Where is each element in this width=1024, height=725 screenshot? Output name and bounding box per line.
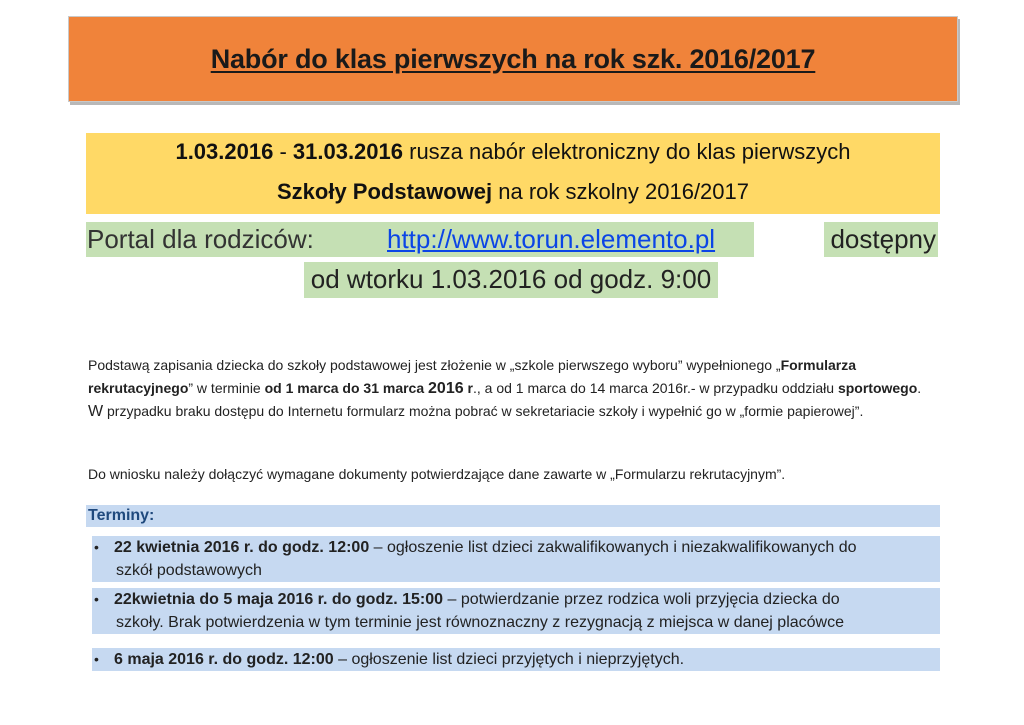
p1-w-letter: W [88, 403, 104, 420]
page-title: Nabór do klas pierwszych na rok szk. 2016/2017 [210, 43, 816, 74]
term-1-text-cont: szkół podstawowych [116, 562, 262, 579]
documents-paragraph: Do wniosku należy dołączyć wymagane dokumenty potwierdzające dane zawarte w „Formularzu rekrutacyjnym”. [88, 466, 786, 482]
term-item-3 [92, 648, 940, 671]
announcement-text-1: rusza nabór elektroniczny do klas pierwszych [403, 139, 851, 164]
bullet-icon: • [94, 539, 99, 555]
p1-sport: sportowego [837, 380, 918, 396]
portal-row [86, 222, 938, 257]
term-item-2 [92, 588, 940, 634]
bullet-icon: • [94, 591, 99, 607]
recruitment-paragraph [88, 354, 940, 423]
portal-available: dostępny [830, 224, 936, 254]
portal-label: Portal dla rodziców: [87, 224, 314, 254]
p1-form-name: Formularza rekrutacyjnego [88, 357, 857, 396]
p1-text-1: Podstawą zapisania dziecka do szkoły podstawowej jest złożenie w „szkole pierwszego wyboru” wypełnionego „ [88, 357, 781, 373]
term-1-date: 22 kwietnia 2016 r. do godz. 12:00 [114, 539, 370, 556]
term-item-1 [92, 536, 940, 582]
announcement-line-1 [86, 139, 940, 165]
date-dash: - [273, 139, 293, 164]
term-2-text: – potwierdzanie przez rodzica woli przyjęcia dziecka do [443, 591, 840, 608]
portal-link[interactable]: http://www.torun.elemento.pl [387, 224, 716, 254]
school-name: Szkoły Podstawowej [276, 179, 493, 204]
announcement-box [86, 133, 940, 214]
term-1-text: – ogłoszenie list dzieci zakwalifikowanych i niezakwalifikowanych do [369, 539, 857, 556]
announcement-text-2: na rok szkolny 2016/2017 [492, 179, 749, 204]
date-start: 1.03.2016 [175, 139, 274, 164]
term-2-date: 22kwietnia do 5 maja 2016 r. do godz. 15:00 [114, 591, 444, 608]
term-3-text: – ogłoszenie list dzieci przyjętych i nieprzyjętych. [333, 651, 685, 668]
term-3-date: 6 maja 2016 r. do godz. 12:00 [114, 651, 334, 668]
p1-text-5: przypadku braku dostępu do Internetu formularz można pobrać w sekretariacie szkoły i wypełnić go w „formie papierowej”. [103, 403, 864, 419]
bullet-icon: • [94, 651, 99, 667]
p1-date-range: od 1 marca do 31 marca [264, 380, 429, 396]
p1-text-3: ., a od 1 marca do 14 marca 2016r.- w przypadku oddziału [472, 380, 838, 396]
p1-text-4: . [917, 380, 922, 396]
p1-year-suffix: r [463, 380, 473, 396]
date-end: 31.03.2016 [292, 139, 403, 164]
p1-text-2: ” w terminie [188, 380, 265, 396]
portal-from-date: od wtorku 1.03.2016 od godz. 9:00 [304, 262, 718, 298]
terms-heading: Terminy: [86, 505, 940, 527]
announcement-line-2 [86, 179, 940, 205]
term-2-text-cont: szkoły. Brak potwierdzenia w tym terminie jest równoznaczny z rezygnacją z miejsca w danej placówce [116, 614, 844, 631]
portal-gap [754, 222, 824, 257]
p1-year: 2016 [428, 380, 464, 397]
title-banner [68, 16, 958, 102]
